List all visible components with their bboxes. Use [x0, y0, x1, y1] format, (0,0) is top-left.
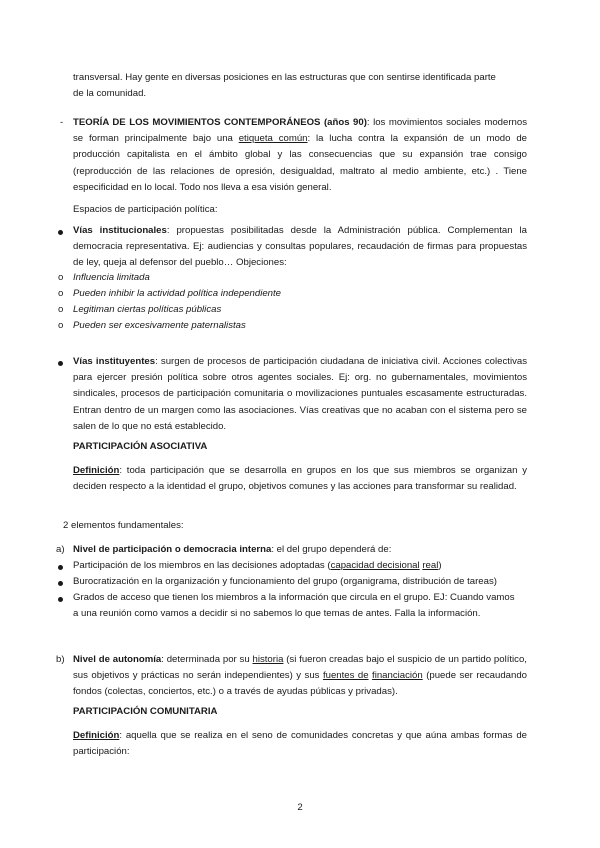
objecion-item: Pueden ser excesivamente paternalistas: [73, 320, 246, 331]
institucionales-paragraph: [73, 223, 527, 272]
fuentes-de: fuentes de: [322, 670, 369, 682]
objecion-marker: o: [58, 320, 64, 331]
nivel-b-text-4: (puede ser recaudando fondos (colectas, conciertos, etc.) o a través de ayudas públicas y privadas).: [73, 670, 528, 698]
comunitaria-def-text: : aquella que se realiza en el seno de comunidades concretas y que aúna ambas formas de participación:: [73, 730, 527, 758]
list-marker-b: b): [56, 654, 65, 665]
bullet-dot: [58, 230, 63, 235]
objecion-marker: o: [58, 272, 64, 283]
historia-word: historia: [252, 654, 284, 665]
bullet-1-text: Participación de los miembros en las decisiones adoptadas (: [73, 560, 331, 571]
intro-line-2: de la comunidad.: [73, 88, 147, 100]
objecion-item: Influencia limitada: [73, 272, 150, 283]
objecion-item: Pueden inhibir la actividad política independiente: [73, 288, 282, 299]
etiqueta-comun: etiqueta común: [238, 133, 308, 145]
asociativa-def-text: : toda participación que se desarrolla en grupos en los que sus miembros se organizan y deciden respecto a la identidad el grupo, objetivos comunes y las acciones para transformar su realidad.: [73, 465, 527, 493]
capacidad-decisional: capacidad decisional: [330, 560, 420, 571]
bullet-dot: [58, 361, 63, 366]
bullet-dot: [58, 565, 63, 570]
teoria-text-2: : la lucha contra la expansión de un modo de producción capitalista en el ámbito global y las consecuencias que su expansión trae consigo (reproducción de las relaciones de opresión, desigualdad, maltrato al medio ambiente, etc.) . Tiene especificidad en lo local. Todo nos lleva a esa visión general.: [73, 133, 527, 193]
teoria-paragraph: [73, 115, 527, 196]
nivel-b-title: Nivel de autonomía: [73, 654, 162, 665]
espacios-line: Espacios de participación política:: [73, 204, 218, 215]
teoria-title: TEORÍA DE LOS MOVIMIENTOS CONTEMPORÁNEOS: [73, 117, 321, 128]
intro-paragraph: [73, 70, 527, 102]
instituyentes-title: Vías instituyentes: [73, 356, 156, 367]
page-number: 2: [297, 802, 303, 813]
dash-marker: -: [60, 117, 64, 128]
elementos-line: 2 elementos fundamentales:: [63, 520, 184, 531]
asociativa-heading: PARTICIPACIÓN ASOCIATIVA: [73, 441, 208, 452]
real-word: real: [422, 560, 439, 571]
nivel-a-bullet-2: Burocratización en la organización y funcionamiento del grupo (organigrama, distribución de tareas): [73, 576, 497, 587]
nivel-a-bullet-1: [73, 558, 533, 574]
comunitaria-heading: PARTICIPACIÓN COMUNITARIA: [73, 706, 218, 717]
teoria-text-1: : los movimientos sociales modernos se forman principalmente bajo una: [73, 117, 527, 145]
institucionales-title: Vías institucionales: [73, 225, 167, 236]
instituyentes-paragraph: [73, 354, 527, 435]
teoria-years: (años 90): [323, 117, 367, 128]
bullet-dot: [58, 597, 63, 602]
asociativa-definition: [73, 463, 527, 495]
objecion-marker: o: [58, 304, 64, 315]
comunitaria-definition: [73, 728, 527, 760]
list-marker-a: a): [56, 544, 65, 555]
financiacion-word: financiación: [372, 670, 423, 682]
objecion-item: Legitiman ciertas políticas públicas: [73, 304, 222, 315]
definicion-label: Definición: [73, 730, 120, 741]
bullet-1-close: ): [438, 560, 442, 571]
nivel-b-text-2: (si fueron creadas bajo el suspicio de un partido político, sus objetivos y prácticas no serán independientes) y sus: [73, 654, 527, 682]
nivel-a-line: [73, 542, 527, 558]
nivel-b-paragraph: [73, 652, 527, 701]
bullet-dot: [58, 581, 63, 586]
nivel-b-text-1: : determinada por su: [161, 654, 253, 665]
objecion-marker: o: [58, 288, 64, 299]
institucionales-text: : propuestas posibilitadas desde la Administración pública. Complementan la democracia representativa. Ej: audiencias y consultas populares, recaudación de firmas para propuestas de ley, queja al defensor del pueblo… Objeciones:: [73, 225, 527, 269]
definicion-label: Definición: [73, 465, 120, 476]
instituyentes-text: : surgen de procesos de participación ciudadana de iniciativa civil. Acciones colectivas para ejercer presión política sobre otros agentes sociales. Ej: org. no gubernamentales, movimientos sindicales, procesos de participación comunitaria o movilizaciones puntuales escasamente estructuradas. Entran dentro de un margen como las asociaciones. Vías creativas que no acaban con el sistema pero se salen de lo que no está establecido.: [73, 356, 528, 432]
intro-line-1: transversal. Hay gente en diversas posiciones en las estructuras que con sentirse identificada parte: [73, 72, 496, 83]
nivel-a-text: : el del grupo dependerá de:: [271, 544, 392, 555]
nivel-a-bullet-3: Grados de acceso que tienen los miembros a la información que circula en el grupo. EJ: Cuando vamos a una reunión como vamos a decidir si no sabemos lo que temas de antes. Falla la información.: [73, 592, 515, 620]
nivel-a-title: Nivel de participación o democracia interna: [73, 544, 272, 555]
